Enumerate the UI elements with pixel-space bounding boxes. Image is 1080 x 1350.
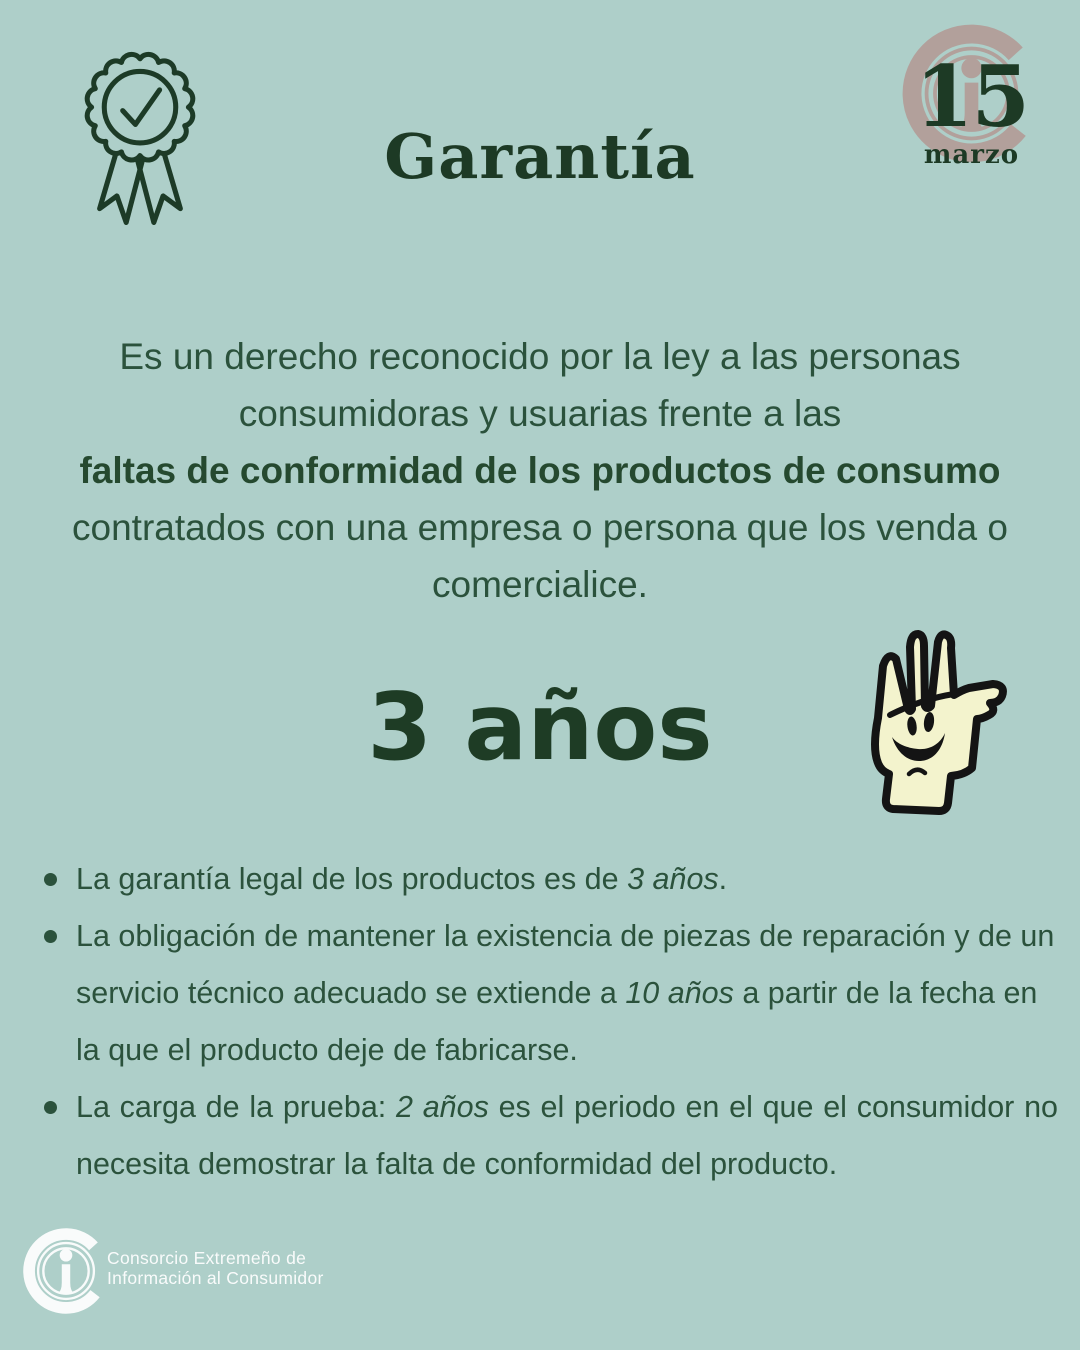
date-month: marzo bbox=[923, 140, 1020, 170]
list-item bbox=[42, 1079, 1058, 1193]
bullet-dot-icon bbox=[44, 930, 57, 943]
organization-name-line1: Consorcio Extremeño de bbox=[107, 1248, 307, 1268]
list-item bbox=[42, 851, 1058, 908]
intro-line: faltas de conformidad de los productos de consumo bbox=[79, 450, 1001, 491]
date-badge bbox=[899, 21, 1044, 186]
intro-line: Es un derecho reconocido por la ley a las personas bbox=[119, 336, 961, 377]
warranty-duration: 3 años bbox=[367, 673, 713, 781]
warranty-bullet-list bbox=[42, 851, 1058, 1193]
bullet-dot-icon bbox=[44, 1101, 57, 1114]
bullet-text: La garantía legal de los productos es de 3 años. bbox=[76, 862, 728, 896]
date-day: 15 bbox=[915, 47, 1028, 146]
intro-line: contratados con una empresa o persona que los venda o bbox=[72, 507, 1008, 548]
organization-name-line2: Información al Consumidor bbox=[107, 1267, 324, 1288]
intro-paragraph bbox=[0, 328, 1080, 613]
intro-line: comercialice. bbox=[432, 564, 648, 605]
intro-line: consumidoras y usuarias frente a las bbox=[238, 393, 842, 434]
organization-name bbox=[107, 1249, 324, 1288]
bullet-text: La obligación de mantener la existencia de piezas de reparación y de un servicio técnico adecuado se extiende a 10 años a partir de la fecha en la que el producto deje de fabricarse. bbox=[76, 919, 1055, 1067]
list-item bbox=[42, 908, 1058, 1079]
page-title: Garantía bbox=[384, 119, 696, 193]
bullet-text: La carga de la prueba: 2 años es el periodo en el que el consumidor no necesita demostrar la falta de conformidad del producto. bbox=[76, 1090, 1059, 1181]
smiling-hand-icon bbox=[850, 622, 1040, 832]
bullet-dot-icon bbox=[44, 873, 57, 886]
consorcio-logo-icon bbox=[21, 1226, 111, 1316]
